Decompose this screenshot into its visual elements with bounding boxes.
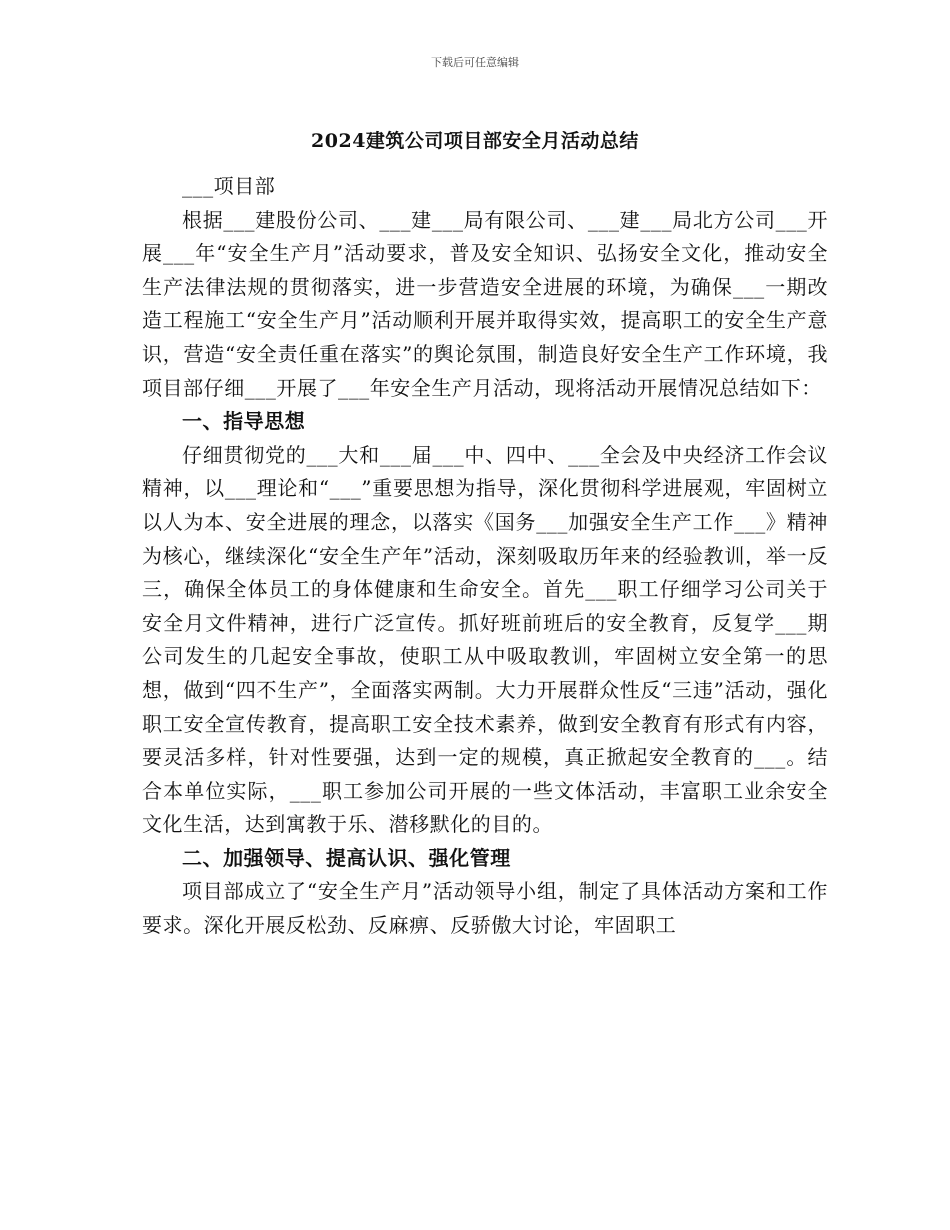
document-title: 2024建筑公司项目部安全月活动总结 bbox=[311, 130, 639, 152]
header-note: 下载后可任意编辑 bbox=[431, 56, 519, 69]
section2-paragraph: 项目部成立了“安全生产月”活动领导小组，制定了具体活动方案和工作要求。深化开展反松劲、反麻痹、反骄傲大讨论，牢固职工 bbox=[142, 879, 828, 938]
section-heading-guiding-ideology: 一、指导思想 bbox=[182, 409, 306, 434]
department-line: ___项目部 bbox=[182, 174, 276, 198]
section-heading-leadership: 二、加强领导、提高认识、强化管理 bbox=[182, 845, 511, 870]
document-body bbox=[142, 170, 828, 943]
intro-paragraph: 根据___建股份公司、___建___局有限公司、___建___局北方公司___开展___年“安全生产月”活动要求，普及安全知识、弘扬安全文化，推动安全生产法律法规的贯彻落实，进一步营造安全进展的环境，为确保___一期改造工程施工“安全生产月”活动顺利开展并取得实效，提高职工的安全生产意识，营造“安全责任重在落实”的舆论氛围，制造良好安全生产工作环境，我项目部仔细___开展了___年安全生产月活动，现将活动开展情况总结如下： bbox=[142, 207, 828, 400]
section1-paragraph: 仔细贯彻党的___大和___届___中、四中、___全会及中央经济工作会议精神，以___理论和“___”重要思想为指导，深化贯彻科学进展观，牢固树立以人为本、安全进展的理念，以落实《国务___加强安全生产工作___》精神为核心，继续深化“安全生产年”活动，深刻吸取历年来的经验教训，举一反三，确保全体员工的身体健康和生命安全。首先___职工仔细学习公司关于安全月文件精神，进行广泛宣传。抓好班前班后的安全教育，反复学___期公司发生的几起安全事故，使职工从中吸取教训，牢固树立安全第一的思想，做到“四不生产”，全面落实两制。大力开展群众性反“三违”活动，强化职工安全宣传教育，提高职工安全技术素养，做到安全教育有形式有内容，要灵活多样，针对性要强，达到一定的规模，真正掀起安全教育的___。结合本单位实际，___职工参加公司开展的一些文体活动，丰富职工业余安全文化生活，达到寓教于乐、潜移默化的目的。 bbox=[142, 442, 828, 837]
